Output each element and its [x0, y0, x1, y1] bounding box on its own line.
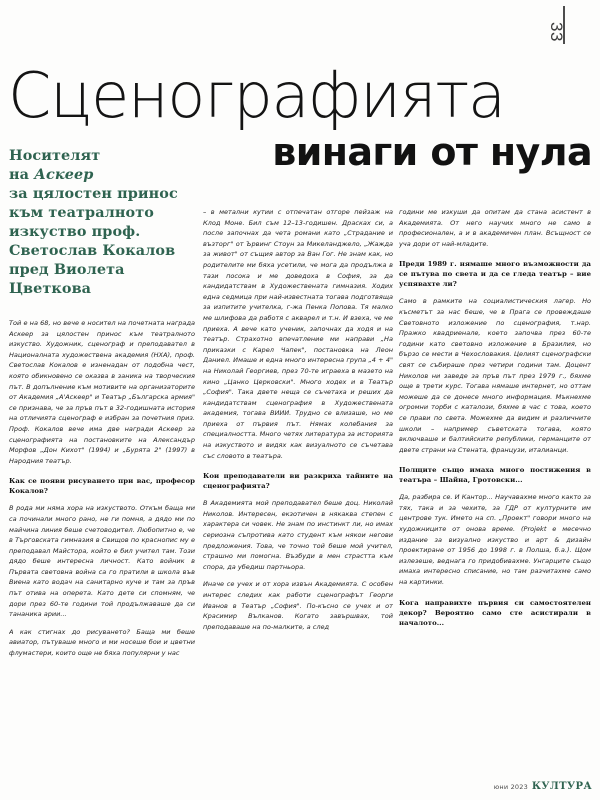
standfirst-line-8: Цветкова	[9, 280, 92, 298]
standfirst-line-1: Носителят	[9, 147, 101, 164]
standfirst-line-5: изкуство проф.	[9, 223, 141, 241]
body-paragraph: Да, разбира се. И Кантор... Научавахме много както за тях, така и за чехите, за ГДР от културните им центрове тук. Името на сп. „Проект" говори много на художниците от онова време. (Projekt е месечно издание за визуално изкуство и арт & дизайн проектиране от 1956 до 1998 г. в Полша, б.а.). Щом излезеше, веднага го придобивахме. Унгарците също имаха интересно списание, но там разчитахме само на картинки.	[399, 493, 591, 587]
footer-brand: КУЛТУРА	[531, 781, 592, 792]
body-paragraph: – в метални кутии с отпечатан отгоре пейзаж на Клод Моне. Бил съм 12–13-годишен. Драсках си, а после започнах да чета романи като „Страдание и възторг" от Ървинг Стоун за Микеланджело, „Жажда за живот" от същия автор за Ван Гог. Не знам как, но родителите ми бяха усетили, че мога да продължа в тази посока и ме доведоха в София, за да кандидатствам в Художествената гимназия. Ходих една седмица при най-известната тогава подготвяща за изпитите учителка, г-жа Пенка Попова. Тя малко ме шлифова да работя с акварел и т.н. И взеха, че ме приеха. А вече като ученик, започнах да ходя и на театър. Страхотно впечатление ми направи „На приказки с Карел Чапек", постановка на Леон Даниел. Имаше и една много интересна група „4 + 4" на Николай Георгиев, през 70-те играеха в мазето на кино „Цанко Церковски". Много ходех и в Театър „София". Така двете неща се съчетаха и реших да кандидатствам сценография в Художествената академия, тогава ВИИИ. Трудно се влизаше, но ме приеха от първия път. Нямах колебания за специалността. Много четях литература за историята на изкуството и видях как визуалното се съчетава със словото в театъра.	[203, 208, 393, 460]
body-paragraph: Само в рамките на социалистическия лагер. Но късметът за нас беше, че в Прага се провеждаше Световното изложение по сценография, т.нар. Пражко квадриеналe, което започва през 60-те години като световно изложение в Бразилия, но бързо се мести в Чехословакия. Целият сценографски свят се събираше през четири години там. Доцент Николов ни заведе за пръв път през 1979 г., бяхме още в трети курс. Тогава нямаше интернет, но оттам можеше да се донесе много информация. Мъкнехме огромни торби с каталози, бяхме в час с това, което се прави по света. Можехме да видим и различните школи – например съветската тогава, която включваше и балтийските републики, германците от двете страни на Стената, французи, италианци.	[399, 297, 591, 454]
body-paragraph: А как стигнах до рисуването? Баща ми беше авиатор, пътуваше много и ми носеше бои и цветни флумастери, които още не бяха популярни у нас	[9, 627, 195, 658]
standfirst	[9, 146, 195, 298]
interview-question: Полщите също имаха много постижения в театъра – Шайна, Гротовски...	[399, 466, 591, 485]
interview-question: Как се появи рисуването при вас, професор Кокалов?	[9, 477, 195, 496]
body-paragraph: В Академията мой преподавател беше доц. Николай Николов. Интересен, екзотичен в някаква степен с характера си човек. Не знам по инстинкт ли, но имах сериозна съпротива като студент към някои негови предложения. Това, че точно той беше мой учител, страшно ми помогна. Възбуди в мен страстта към спора, да убедиш партньора.	[203, 499, 393, 571]
text-column-3	[399, 207, 591, 787]
standfirst-line-3: за цялостен принос	[9, 185, 178, 203]
text-column-1	[9, 318, 195, 788]
interview-question: Кои преподаватели ви разкриха тайните на сценографията?	[203, 472, 393, 491]
headline-main: Сценографията	[8, 59, 505, 132]
folio	[547, 6, 592, 64]
text-column-2	[203, 207, 393, 787]
body-paragraph: В рода ми няма хора на изкуството. Откъм баща ми са починали много рано, не ги помня, а дядо ми по майчина линия беше счетоводител. Любопитно е, че в Търговската гимназия в Свищов по краснопис му е преподавал Майстора, който е бил учител там. Този дядо беше интересна личност. Като войник в Първата световна война са го пратили в школа във Виена като водач на санитарно куче и там за пръв път отива на оперета. Като дете си спомням, че дори през 60-те години той продължаваше да си тананика арии...	[9, 504, 195, 619]
page-footer	[0, 774, 592, 793]
interview-question: Кога направихте първия си самостоятелен декор? Вероятно само сте асистирали в началото...	[399, 598, 591, 627]
page-number: 33	[547, 22, 566, 42]
standfirst-line-7: пред Виолета	[9, 261, 125, 279]
standfirst-line-2-prefix: на	[9, 166, 35, 184]
body-paragraph: Той е на 68, но вече е носител на почетната награда Аскеер за цялостен принос към театралното изкуство. Художник, сценограф и преподавател в Националната художествена академия (НХА), проф. Светослав Кокалов е изненадан от подобна чест, която обикновено се оказва в заника на творческия път. В допълнение към мотивите на организаторите от Академия „А'Аскеер" и Театър „Българска армия" се признава, че за пръв път в 32-годишната история на отличията сценограф е избран за почетния приз. Проф. Кокалов вече има две награди Аскеер за сценографията на постановките на Александър Морфов „Дон Кихот" (1994) и „Бурята 2" (1997) в Народния театър.	[9, 319, 195, 465]
standfirst-award-name: Аскеер	[34, 166, 94, 184]
body-paragraph: Иначе се учех и от хора извън Академията. С особен интерес следих как работи сценографът Георги Иванов в Театър „София". По-късно се учех и от Красимир Вълканов. Когато завършвах, той преподаваше на по-малките, а след	[203, 580, 393, 631]
standfirst-line-6: Светослав Кокалов	[9, 242, 176, 260]
headline-sub: винаги от нула	[272, 129, 592, 174]
interview-question: Преди 1989 г. нямаше много възможности да се пътува по света и да се гледа театър – вие успявахте ли?	[399, 260, 591, 289]
body-paragraph: години ме изкуши да опитам да стана асистент в Академията. От него научих много не само в професионален, а и в академичен план. Всъщност се уча дори от най-младите.	[399, 208, 591, 248]
standfirst-line-4: към театралното	[9, 204, 154, 222]
footer-date: юни 2023	[493, 783, 528, 791]
